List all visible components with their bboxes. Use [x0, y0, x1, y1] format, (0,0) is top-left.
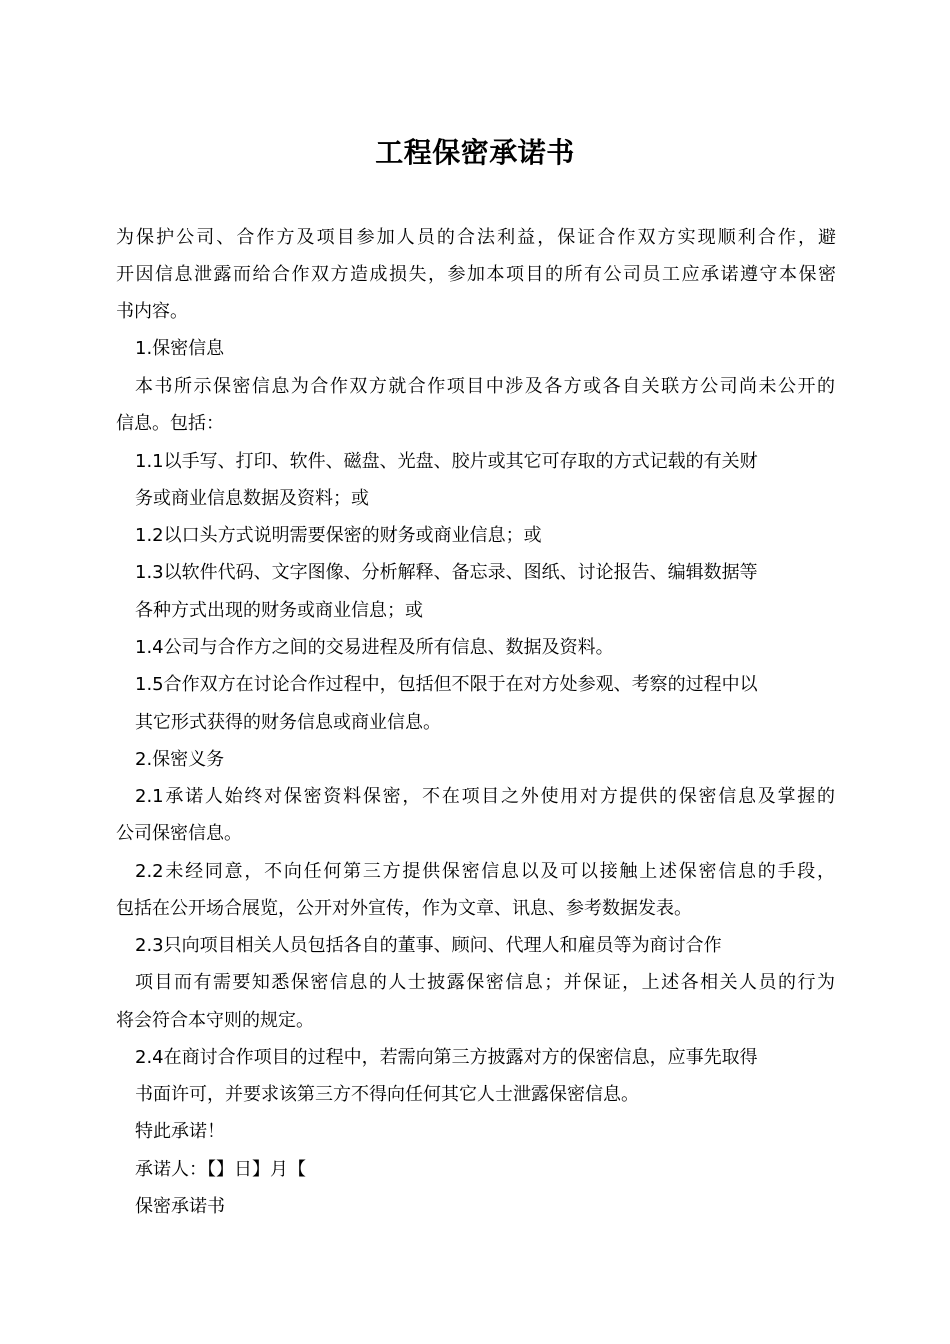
intro-line-2: 开因信息泄露而给合作双方造成损失，参加本项目的所有公司员工应承诺遵守本保密: [116, 264, 836, 285]
clause-1-1-line-1: 1.1以手写、打印、软件、磁盘、光盘、胶片或其它可存取的方式记载的有关财: [135, 451, 758, 472]
intro-line-3: 书内容。: [116, 301, 188, 322]
clause-2-3-line-1: 2.3只向项目相关人员包括各自的董事、顾问、代理人和雇员等为商讨合作: [135, 935, 722, 956]
clause-1-5-line-1: 1.5合作双方在讨论合作过程中，包括但不限于在对方处参观、考察的过程中以: [135, 674, 758, 695]
clause-2-3-line-2: 项目而有需要知悉保密信息的人士披露保密信息；并保证，上述各相关人员的行为: [135, 972, 835, 993]
clause-1-3-line-2: 各种方式出现的财务或商业信息；或: [135, 600, 423, 621]
clause-2-1-line-2: 公司保密信息。: [116, 823, 242, 844]
section-heading-obligations: 2.保密义务: [135, 749, 225, 770]
clause-1-3-line-1: 1.3以软件代码、文字图像、分析解释、备忘录、图纸、讨论报告、编辑数据等: [135, 562, 758, 583]
clause-2-4-line-2: 书面许可，并要求该第三方不得向任何其它人士泄露保密信息。: [135, 1084, 639, 1105]
clause-1-4: 1.4公司与合作方之间的交易进程及所有信息、数据及资料。: [135, 637, 614, 658]
closing-statement: 特此承诺！: [135, 1121, 225, 1142]
clause-2-3-line-3: 将会符合本守则的规定。: [116, 1010, 314, 1031]
clause-2-4-line-1: 2.4在商讨合作项目的过程中，若需向第三方披露对方的保密信息，应事先取得: [135, 1047, 758, 1068]
clause-2-1-line-1: 2.1承诺人始终对保密资料保密，不在项目之外使用对方提供的保密信息及掌握的: [135, 786, 835, 807]
clause-1-2: 1.2以口头方式说明需要保密的财务或商业信息；或: [135, 525, 542, 546]
footer-title: 保密承诺书: [135, 1196, 225, 1217]
definition-line-1: 本书所示保密信息为合作双方就合作项目中涉及各方或各自关联方公司尚未公开的: [135, 376, 835, 397]
section-heading-confidential-info: 1.保密信息: [135, 338, 225, 359]
clause-2-2-line-1: 2.2未经同意，不向任何第三方提供保密信息以及可以接触上述保密信息的手段，: [135, 861, 835, 882]
clause-1-1-line-2: 务或商业信息数据及资料；或: [135, 488, 369, 509]
document-title: 工程保密承诺书: [375, 136, 575, 169]
signatory-line: 承诺人：【】日】月【: [135, 1159, 306, 1180]
clause-1-5-line-2: 其它形式获得的财务信息或商业信息。: [135, 712, 441, 733]
intro-line-1: 为保护公司、合作方及项目参加人员的合法利益，保证合作双方实现顺利合作，避: [116, 227, 836, 248]
definition-line-2: 信息。包括：: [116, 413, 224, 434]
clause-2-2-line-2: 包括在公开场合展览，公开对外宣传，作为文章、讯息、参考数据发表。: [116, 898, 692, 919]
